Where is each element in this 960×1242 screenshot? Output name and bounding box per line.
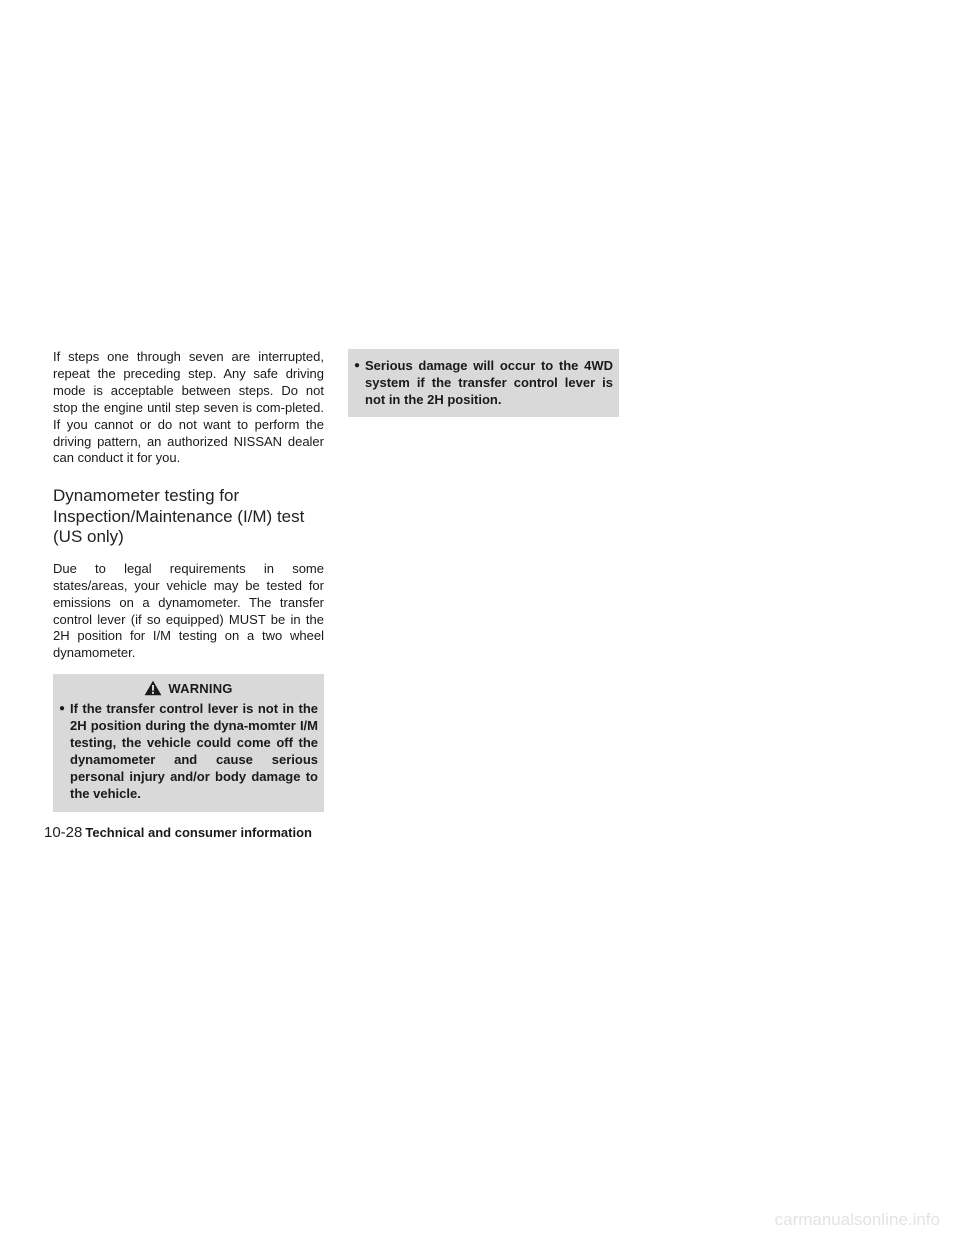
caution-item — [354, 358, 613, 409]
bullet-mark: ● — [354, 360, 361, 371]
caution-box — [348, 349, 619, 417]
intro-paragraph: If steps one through seven are interrupted, repeat the preceding step. Any safe driving mode is acceptable between steps. Do not stop the engine until step seven is com-pleted. If you cannot or do not want to perform the driving pattern, an authorized NISSAN dealer can conduct it for you. — [53, 349, 324, 466]
warning-item-text: If the transfer control lever is not in the 2H position during the dyna-momter I/M testing, the vehicle could come off the dynamometer and cause serious personal injury and/or body damage to the vehicle. — [70, 701, 318, 801]
warning-triangle-icon — [144, 680, 162, 696]
watermark: carmanualsonline.info — [774, 1210, 940, 1229]
right-column — [348, 349, 619, 417]
footer-section-title: Technical and consumer information — [85, 825, 312, 840]
section-title: Dynamometer testing for Inspection/Maintenance (I/M) test (US only) — [53, 486, 305, 547]
page-number: 10-28 — [44, 824, 83, 841]
warning-header — [59, 677, 318, 699]
section-body: Due to legal requirements in some states/areas, your vehicle may be tested for emissions on a dynamometer. The transfer control lever (if so equipped) MUST be in the 2H position for I/M testing on a two wheel dynamometer. — [53, 560, 324, 661]
left-column — [53, 349, 324, 812]
warning-item — [59, 701, 318, 802]
bullet-mark: ● — [59, 703, 66, 715]
warning-title: WARNING — [168, 680, 233, 696]
caution-item-text: Serious damage will occur to the 4WD system if the transfer control lever is not in the 2H position. — [365, 358, 613, 407]
warning-box — [53, 674, 324, 811]
page-footer — [44, 824, 312, 841]
